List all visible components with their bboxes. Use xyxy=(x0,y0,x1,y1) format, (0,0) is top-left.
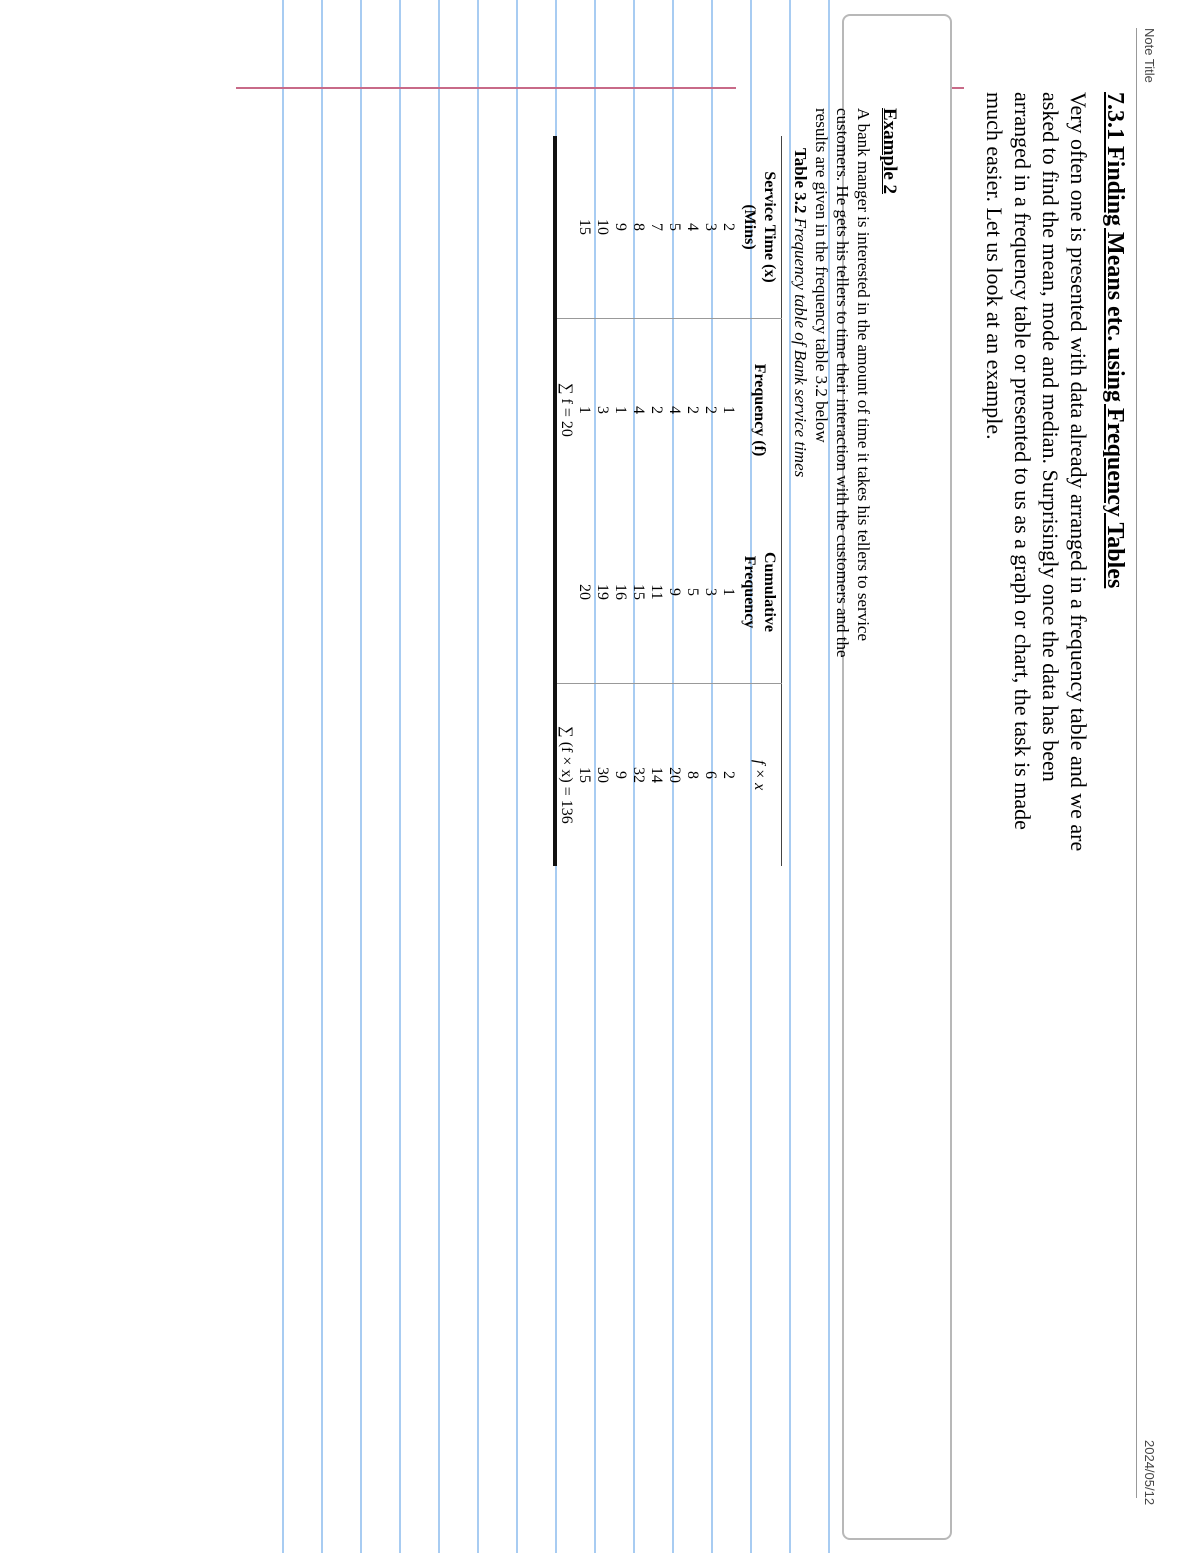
cell-fx: 15 xyxy=(575,684,593,867)
cell-fx: 8 xyxy=(683,684,701,867)
cell-frequency: 1 xyxy=(575,319,593,502)
table-row xyxy=(665,136,683,866)
example-label: Example 2 xyxy=(879,108,900,195)
cell-cumulative-frequency: 20 xyxy=(576,584,593,600)
cell-service-time: 7 xyxy=(648,223,665,231)
cell-fx: 30 xyxy=(593,684,611,867)
cell-frequency: 3 xyxy=(593,319,611,502)
header-frequency: Frequency (f) xyxy=(737,319,782,502)
cell-service-time: 15 xyxy=(576,219,593,235)
table-row xyxy=(683,136,701,866)
cell-fx: 14 xyxy=(647,684,665,867)
table-row xyxy=(611,136,629,866)
table-row xyxy=(575,136,593,866)
table-caption-label: Table 3.2 xyxy=(791,148,810,214)
sum-spacer xyxy=(555,136,575,319)
cell-cumulative-frequency: 9 xyxy=(666,588,683,596)
cell-fx: 9 xyxy=(611,684,629,867)
cell-frequency: 4 xyxy=(665,319,683,502)
cell-cumulative-frequency: 5 xyxy=(684,588,701,596)
cell-frequency: 4 xyxy=(629,319,647,502)
table-row xyxy=(647,136,665,866)
header-service-time: Service Time (x) (Mins) xyxy=(741,171,778,283)
cell-cumulative-frequency: 16 xyxy=(612,584,629,600)
cell-service-time: 10 xyxy=(594,219,611,235)
table-caption xyxy=(790,148,810,477)
section-heading: 7.3.1 Finding Means etc. using Frequency Tables xyxy=(1102,92,1128,589)
cell-frequency: 2 xyxy=(701,319,719,502)
cell-frequency: 1 xyxy=(611,319,629,502)
cell-cumulative-frequency: 19 xyxy=(594,584,611,600)
sum-frequency: ∑ f = 20 xyxy=(555,319,575,502)
cell-fx: 6 xyxy=(701,684,719,867)
example-text: A bank manger is interested in the amount of time it takes his tellers to service customers. He gets his tellers to time their interaction with the customers and the results are given in the frequency table 3.2 below xyxy=(812,108,873,658)
table-row xyxy=(701,136,719,866)
cell-fx: 20 xyxy=(665,684,683,867)
table-row xyxy=(719,136,737,866)
header-fx: f × x xyxy=(737,684,782,867)
table-caption-text: Frequency table of Bank service times xyxy=(791,217,810,478)
title-divider xyxy=(1136,28,1137,1498)
header-cumulative-frequency: Cumulative Frequency xyxy=(741,552,778,632)
cell-service-time: 9 xyxy=(612,223,629,231)
note-title[interactable]: Note Title xyxy=(1142,28,1157,83)
cell-service-time: 3 xyxy=(702,223,719,231)
sum-spacer xyxy=(555,501,575,684)
cell-service-time: 8 xyxy=(630,223,647,231)
cell-service-time: 4 xyxy=(684,223,701,231)
cell-fx: 32 xyxy=(629,684,647,867)
frequency-table xyxy=(553,136,782,866)
cell-cumulative-frequency: 15 xyxy=(630,584,647,600)
note-date: 2024/05/12 xyxy=(1142,1440,1157,1506)
cell-cumulative-frequency: 11 xyxy=(648,584,665,600)
table-row xyxy=(629,136,647,866)
cell-frequency: 1 xyxy=(719,319,737,502)
cell-frequency: 2 xyxy=(683,319,701,502)
table-row xyxy=(593,136,611,866)
table-body xyxy=(575,136,737,866)
cell-service-time: 2 xyxy=(720,223,737,231)
cell-frequency: 2 xyxy=(647,319,665,502)
cell-service-time: 5 xyxy=(666,223,683,231)
sum-fx: ∑ (f × x) = 136 xyxy=(555,684,575,867)
intro-paragraph: Very often one is presented with data already arranged in a frequency table and we are asked to find the mean, mode and median. Surprisingly once the data has been arranged in a frequency table or presented to us as a graph or chart, the task is made much easier. Let us look at an example. xyxy=(982,92,1091,852)
cell-fx: 2 xyxy=(719,684,737,867)
cell-cumulative-frequency: 1 xyxy=(720,588,737,596)
cell-cumulative-frequency: 3 xyxy=(702,588,719,596)
